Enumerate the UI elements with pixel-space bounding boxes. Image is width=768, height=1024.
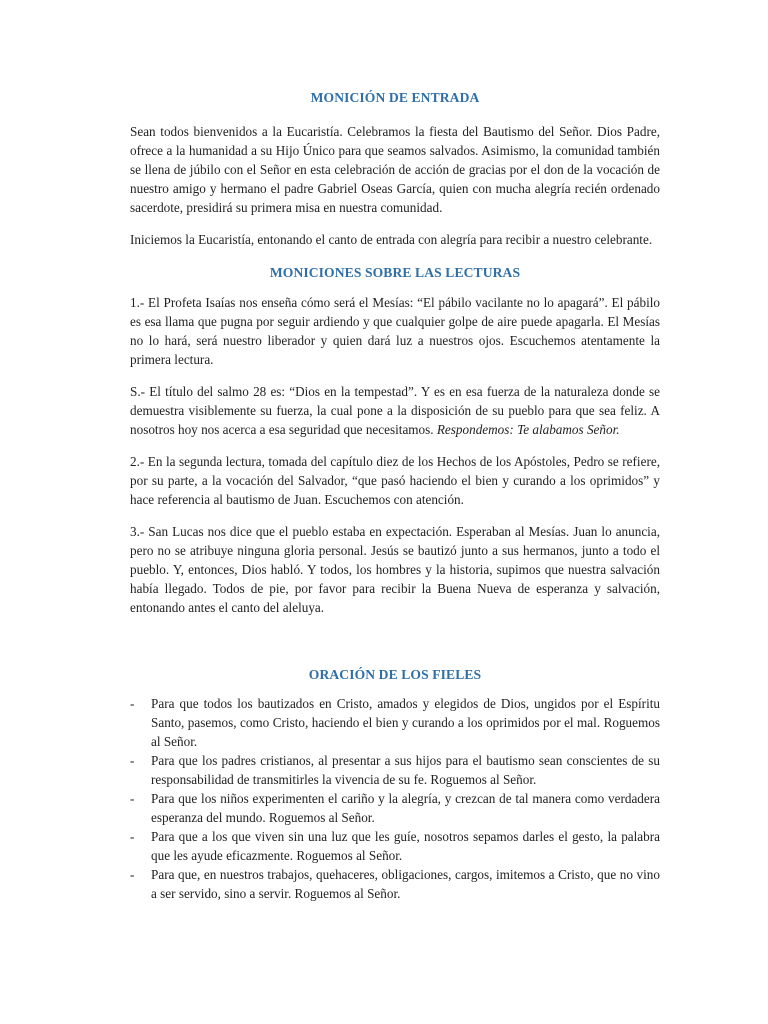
list-bullet: - [130,791,135,806]
list-bullet: - [130,867,135,882]
list-bullet: - [130,753,135,768]
list-item [130,751,660,789]
heading-monicion-entrada: MONICIÓN DE ENTRADA [310,90,480,105]
prayer-text: Para que todos los bautizados en Cristo, amados y elegidos de Dios, ungidos por el Espíritu Santo, pasemos, como Cristo, haciendo el bien y curando a los oprimidos por el mal. Roguemos al Señor. [151,696,660,749]
paragraph-iniciemos: Iniciemos la Eucaristía, entonando el canto de entrada con alegría para recibir a nuestro celebrante. [130,232,653,247]
list-item [130,694,660,751]
paragraph-bienvenida: Sean todos bienvenidos a la Eucaristía. Celebramos la fiesta del Bautismo del Señor. Dios Padre, ofrece a la humanidad a su Hijo Único para que seamos salvados. Asimismo, la comunidad también se llena de júbilo con el Señor en esta celebración de acción de gracias por el don de la vocación de nuestro amigo y hermano el padre Gabriel Oseas García, quien con mucha alegría recién ordenado sacerdote, presidirá su primera misa en nuestra comunidad. [130,124,660,215]
prayer-list [130,694,660,903]
list-item [130,865,660,903]
prayer-text: Para que los padres cristianos, al presentar a sus hijos para el bautismo sean conscientes de su responsabilidad de transmitirles la vivencia de su fe. Roguemos al Señor. [151,753,660,787]
salmo-response: Respondemos: Te alabamos Señor. [436,422,620,437]
paragraph-primera-lectura: 1.- El Profeta Isaías nos enseña cómo será el Mesías: “El pábilo vacilante no lo apagará”. El pábilo es esa llama que pugna por seguir ardiendo y que cualquier golpe de aire puede apagarla. El Mesías no lo hará, será nuestro liberador y quien dará luz a nuestros ojos. Escuchemos atentamente la primera lectura. [130,295,660,367]
paragraph-evangelio: 3.- San Lucas nos dice que el pueblo estaba en expectación. Esperaban al Mesías. Juan lo anuncia, pero no se atribuye ninguna gloria personal. Jesús se bautizó junto a sus hermanos, junto a todo el pueblo. Y, entonces, Dios habló. Y todos, los hombres y la historia, supimos que nuestra salvación había llegado. Todos de pie, por favor para recibir la Buena Nueva de esperanza y salvación, entonando antes el canto del aleluya. [130,524,660,615]
list-bullet: - [130,829,135,844]
prayer-text: Para que los niños experimenten el cariño y la alegría, y crezcan de tal manera como verdadera esperanza del mundo. Roguemos al Señor. [151,791,660,825]
list-item [130,827,660,865]
salmo-text: S.- El título del salmo 28 es: “Dios en la tempestad”. Y es en esa fuerza de la naturaleza donde se demuestra visiblemente su fuerza, la cual pone a la disposición de su pueblo para que sea feliz. A nosotros hoy nos acerca a esa seguridad que necesitamos. [130,384,660,437]
paragraph-segunda-lectura: 2.- En la segunda lectura, tomada del capítulo diez de los Hechos de los Apóstoles, Pedro se refiere, por su parte, a la vocación del Salvador, “que pasó haciendo el bien y curando a los oprimidos” y hace referencia al bautismo de Juan. Escuchemos con atención. [130,454,660,507]
prayer-text: Para que a los que viven sin una luz que les guíe, nosotros sepamos darles el gesto, la palabra que les ayude eficazmente. Roguemos al Señor. [151,829,660,863]
heading-moniciones-lecturas: MONICIONES SOBRE LAS LECTURAS [269,265,521,280]
document-page [130,88,660,903]
heading-oracion-fieles: ORACIÓN DE LOS FIELES [308,667,482,682]
prayer-text: Para que, en nuestros trabajos, quehaceres, obligaciones, cargos, imitemos a Cristo, que no vino a ser servido, sino a servir. Roguemos al Señor. [151,867,660,901]
list-bullet: - [130,696,135,711]
list-item [130,789,660,827]
paragraph-salmo [130,382,660,439]
